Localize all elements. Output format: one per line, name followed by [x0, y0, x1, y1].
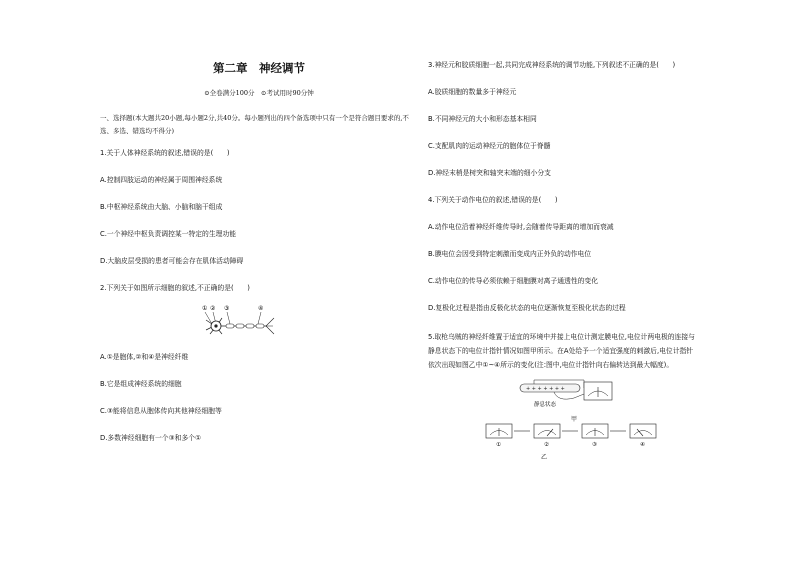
q2-option-c: C.③能将信息从胞体传向其他神经细胞等 [100, 407, 222, 415]
question-5-stem [428, 330, 734, 372]
q4-option-c: C.动作电位的传导必须依赖于细胞膜对离子通透性的变化 [428, 277, 599, 285]
question-2-stem: 2.下列关于如图所示细胞的叙述,不正确的是( ) [100, 284, 250, 292]
page-title: 第二章 神经调节 [213, 61, 305, 75]
meter-3-label: ③ [592, 442, 597, 448]
neuron-label-4: ④ [258, 305, 264, 312]
q1-option-d: D.大脑皮层受损的患者可能会存在肌体活动障碍 [100, 257, 244, 265]
exam-info: ⊙全卷满分100分 ⊙考试用时90分钟 [204, 89, 314, 97]
q2-option-a: A.①是胞体,②和④是神经纤维 [100, 353, 189, 361]
q5-stem-line-1: 5.取枪乌贼的神经纤维置于适宜的环境中并接上电位计测定膜电位,电位计两电极的连接与 [428, 333, 695, 341]
q2-option-d: D.多数神经细胞有一个③和多个① [100, 434, 202, 442]
neuron-figure [200, 304, 320, 338]
q5-stem-line-3: 依次出现如图乙中①~④所示的变化(注:图中,电位计指针向右偏转达到最大幅度)。 [428, 361, 674, 369]
q1-option-c: C.一个神经中枢负责调控某一特定的生理功能 [100, 230, 237, 238]
question-1-stem: 1.关于人体神经系统的叙述,错误的是( ) [100, 149, 230, 157]
q1-option-a: A.控制四肢运动的神经属于周围神经系统 [100, 176, 223, 184]
meter-3 [582, 424, 608, 448]
neuron-label-1: ① [202, 305, 208, 312]
meter-1-label: ① [496, 442, 501, 448]
meter-1 [486, 424, 512, 448]
q4-option-b: B.膜电位会因受到特定刺激而变成内正外负的动作电位 [428, 250, 592, 258]
q4-option-d: D.复极化过程是指由反极化状态的电位逐渐恢复至极化状态的过程 [428, 304, 626, 312]
neuron-label-2: ② [210, 305, 216, 312]
q4-option-a: A.动作电位沿着神经纤维传导时,会随着传导距离的增加而衰减 [428, 223, 614, 231]
svg-text:+ + + + + + +: + + + + + + + [526, 386, 565, 392]
q5-stem-line-2: 静息状态下的电位计指针情况如图甲所示。在A处给予一个适宜强度的刺激后,电位计指针 [428, 347, 694, 355]
figure-yi [484, 422, 674, 461]
neuron-label-3: ③ [224, 305, 230, 312]
right-column [428, 60, 734, 461]
resting-state-caption: 静息状态 [534, 402, 557, 408]
meter-4 [630, 424, 656, 448]
question-4-stem: 4.下列关于动作电位的叙述,错误的是( ) [428, 196, 558, 204]
q3-option-d: D.神经末梢是树突和轴突末端的细小分支 [428, 169, 551, 177]
q3-option-b: B.不同神经元的大小和形态基本相同 [428, 115, 537, 123]
potential-change-diagram [484, 422, 674, 448]
figure-jia-label: 甲 [570, 416, 577, 423]
resting-state-diagram [514, 378, 634, 410]
q3-option-c: C.支配肌肉的运动神经元的胞体位于脊髓 [428, 142, 551, 150]
meter-4-label: ④ [640, 442, 645, 448]
left-column [100, 60, 418, 460]
meter-2-label: ② [544, 442, 549, 448]
q3-option-a: A.胶质细胞的数量多于神经元 [428, 88, 517, 96]
meter-2 [534, 424, 560, 448]
neuron-diagram [200, 304, 320, 338]
question-3-stem: 3.神经元和胶质细胞一起,共同完成神经系统的调节功能,下列叙述不正确的是( ) [428, 61, 676, 69]
section-heading: 一、选择题(本大题共20小题,每小题2分,共40分。每小题列出的四个备选项中只有一个是符合题目要求的,不选、多选、错选均不得分) [100, 114, 409, 135]
figure-yi-label: 乙 [540, 454, 547, 461]
q2-option-b: B.它是组成神经系统的细胞 [100, 380, 182, 388]
figure-jia [514, 378, 634, 423]
q1-option-b: B.中枢神经系统由大脑、小脑和脑干组成 [100, 203, 223, 211]
